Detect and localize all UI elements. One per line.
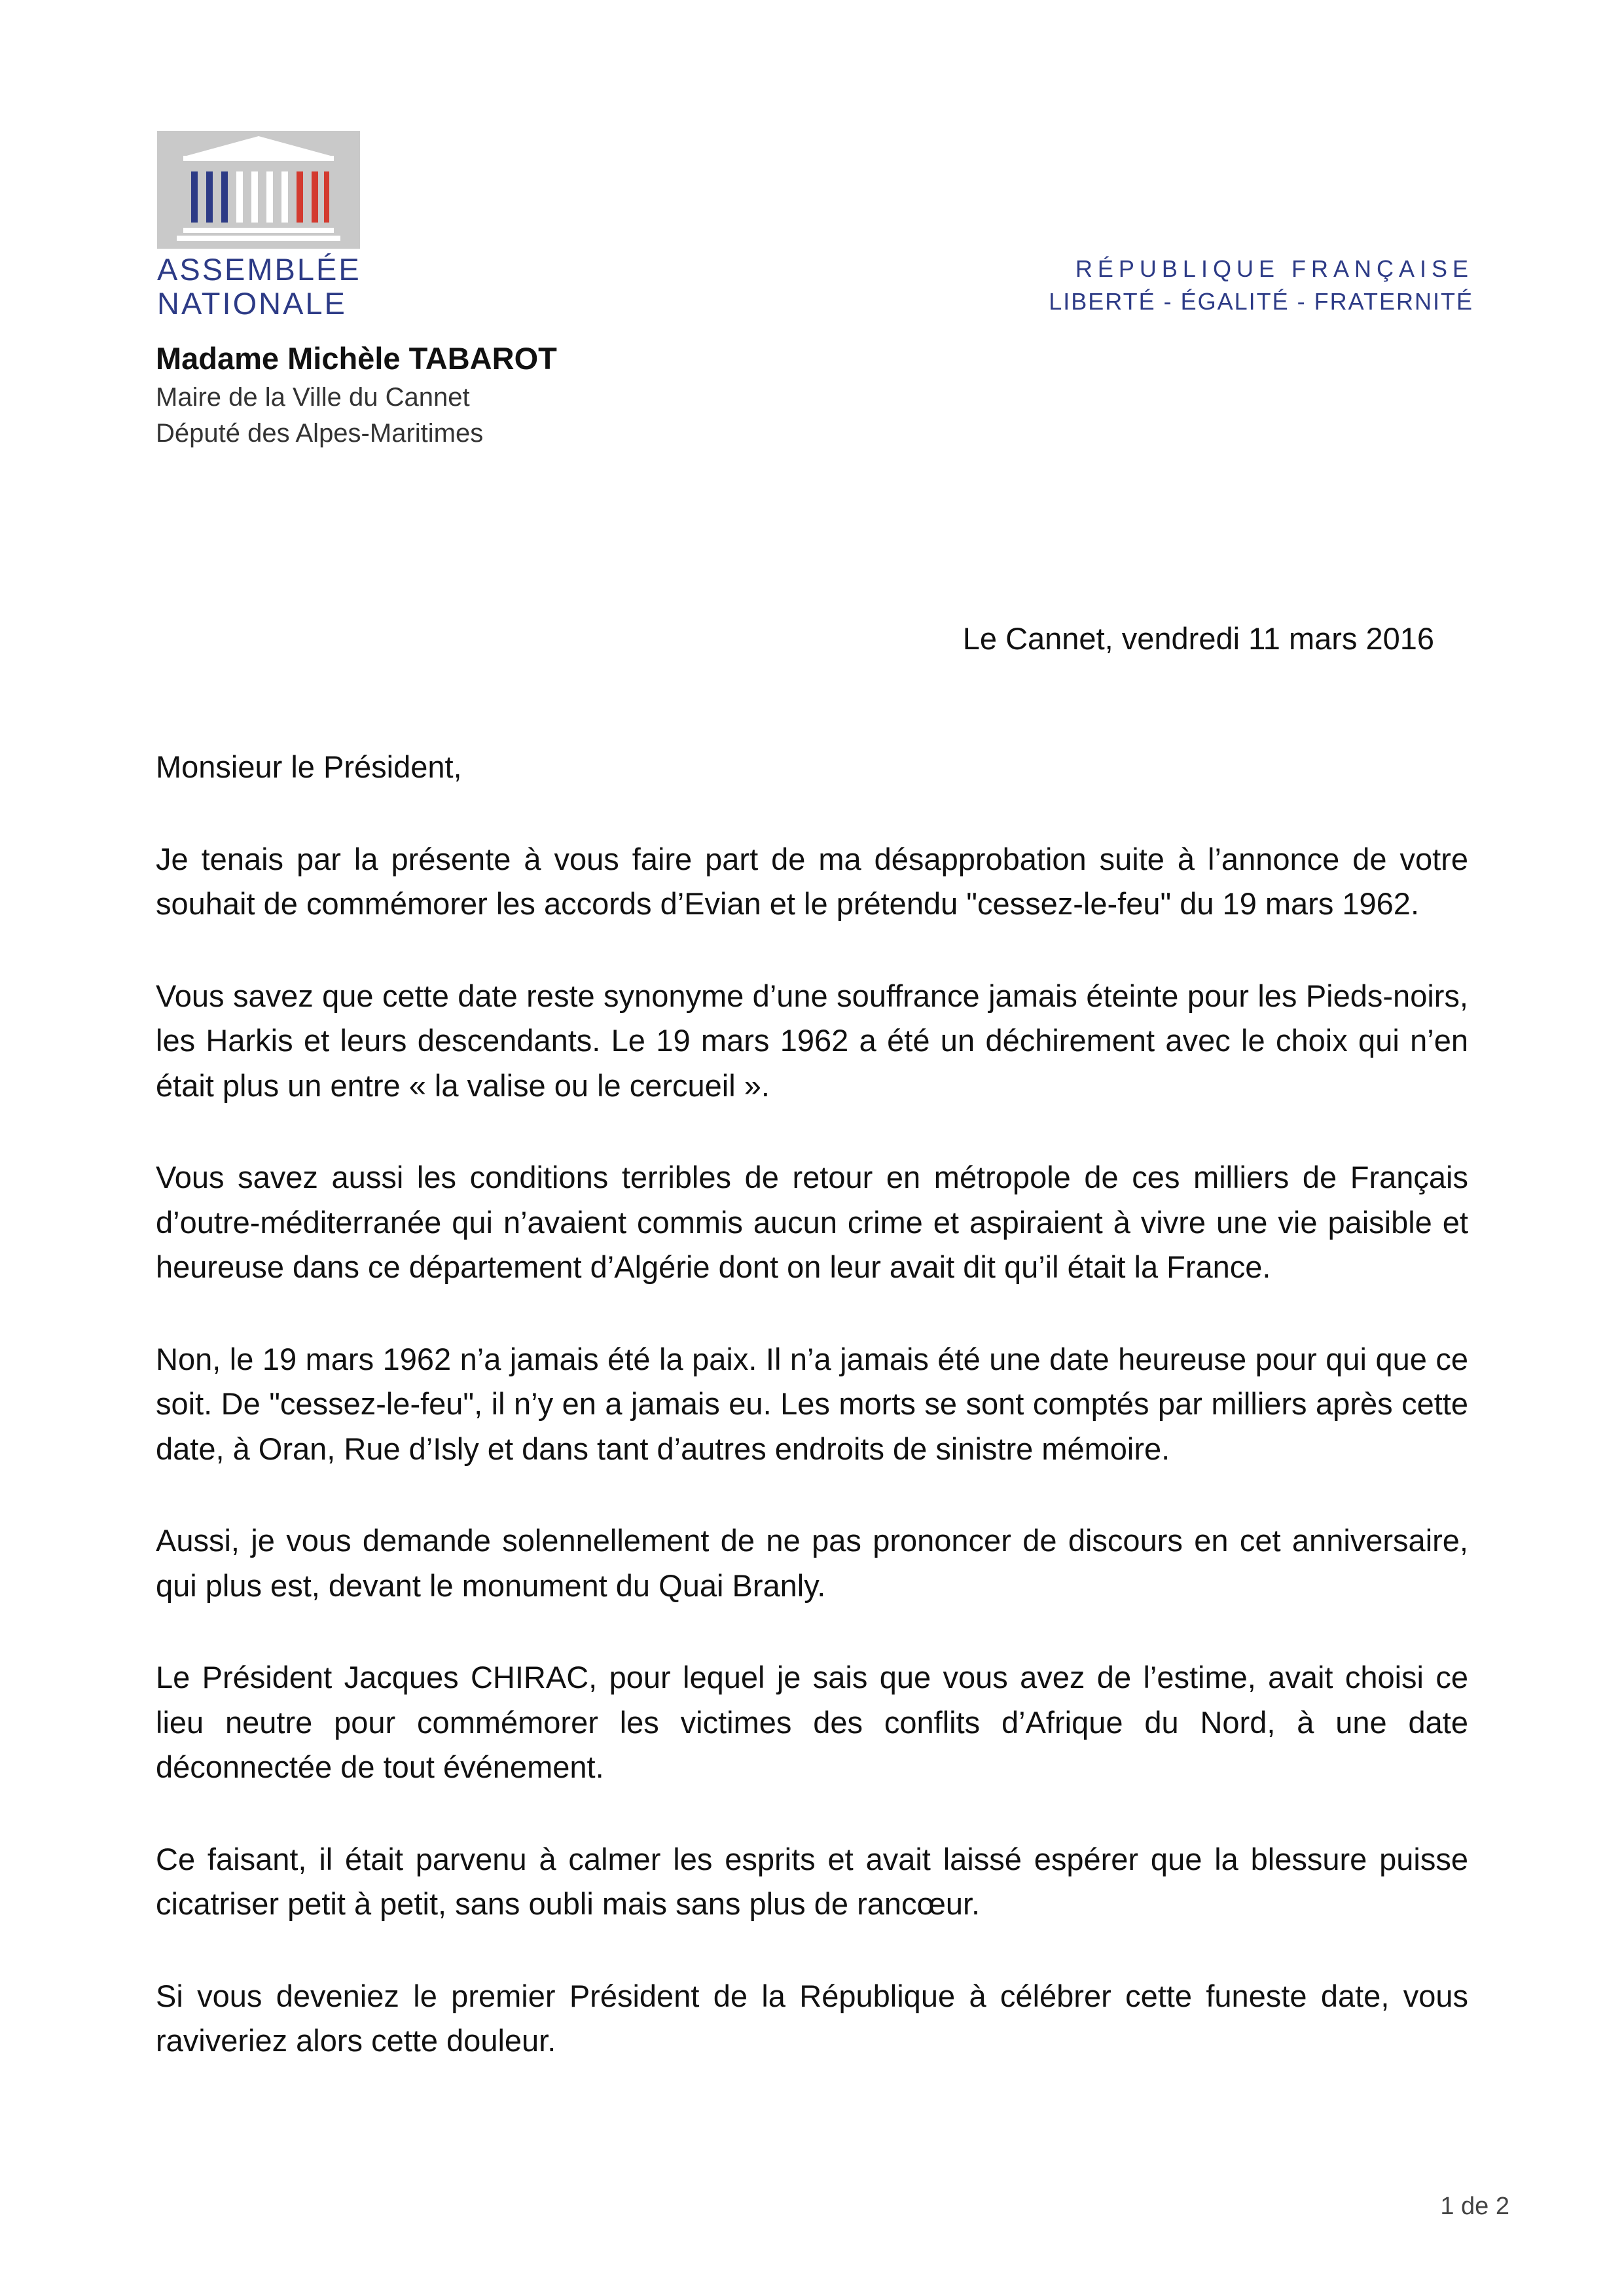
paragraph: Si vous deveniez le premier Président de la République à célébrer cette funeste date, vous raviveriez alors cette douleur. (156, 1978, 1468, 2058)
sender-role-mayor: Maire de la Ville du Cannet (156, 383, 470, 412)
sender-block (156, 340, 557, 448)
logo-line1: ASSEMBLÉE (157, 252, 361, 287)
republique-francaise-header (1049, 255, 1473, 315)
paragraph: Le Président Jacques CHIRAC, pour lequel je sais que vous avez de l’estime, avait choisi ce lieu neutre pour commémorer les victimes des conflits d’Afrique du Nord, à une date déconnectée de tout événement. (156, 1660, 1468, 1784)
paragraph: Ce faisant, il était parvenu à calmer les esprits et avait laissé espérer que la blessure puisse cicatriser petit à petit, sans oubli mais sans plus de rancœur. (156, 1841, 1468, 1921)
paragraph: Vous savez aussi les conditions terribles de retour en métropole de ces milliers de Français d’outre-méditerranée qui n’avaient commis aucun crime et aspiraient à vivre une vie paisible et heureuse dans ce département d’Algérie dont on leur avait dit qu’il était la France. (156, 1160, 1468, 1284)
sender-role-deputy: Député des Alpes-Maritimes (156, 419, 484, 448)
page-number: 1 de 2 (1440, 2193, 1509, 2220)
letter-body (156, 745, 1468, 2111)
logo-emblem (157, 131, 360, 249)
paragraph: Non, le 19 mars 1962 n’a jamais été la paix. Il n’a jamais été une date heureuse pour qui que ce soit. De "cessez-le-feu", il n’y en a jamais eu. Les morts se sont comptés par milliers après cette date, à Oran, Rue d’Isly et dans tant d’autres endroits de sinistre mémoire. (156, 1341, 1468, 1466)
paragraph: Aussi, je vous demande solennellement de ne pas prononcer de discours en cet anniversaire, qui plus est, devant le monument du Quai Branly. (156, 1523, 1468, 1603)
letter-date: Le Cannet, vendredi 11 mars 2016 (962, 621, 1434, 656)
salutation: Monsieur le Président, (156, 749, 462, 784)
logo-wordmark (157, 253, 360, 321)
assemblee-nationale-logo (157, 131, 360, 321)
paragraph: Je tenais par la présente à vous faire part de ma désapprobation suite à l’annonce de votre souhait de commémorer les accords d’Evian et le prétendu "cessez-le-feu" du 19 mars 1962. (156, 841, 1468, 921)
sender-name: Madame Michèle TABAROT (156, 341, 557, 376)
logo-line2: NATIONALE (157, 286, 347, 321)
republique-motto: LIBERTÉ - ÉGALITÉ - FRATERNITÉ (1049, 288, 1473, 315)
hemicycle-icon (157, 131, 360, 249)
republique-title: RÉPUBLIQUE FRANÇAISE (1075, 255, 1473, 282)
paragraph: Vous savez que cette date reste synonyme d’une souffrance jamais éteinte pour les Pieds-noirs, les Harkis et leurs descendants. Le 19 mars 1962 a été un déchirement avec le choix qui n’en était plus un entre « la valise ou le cercueil ». (156, 978, 1468, 1103)
